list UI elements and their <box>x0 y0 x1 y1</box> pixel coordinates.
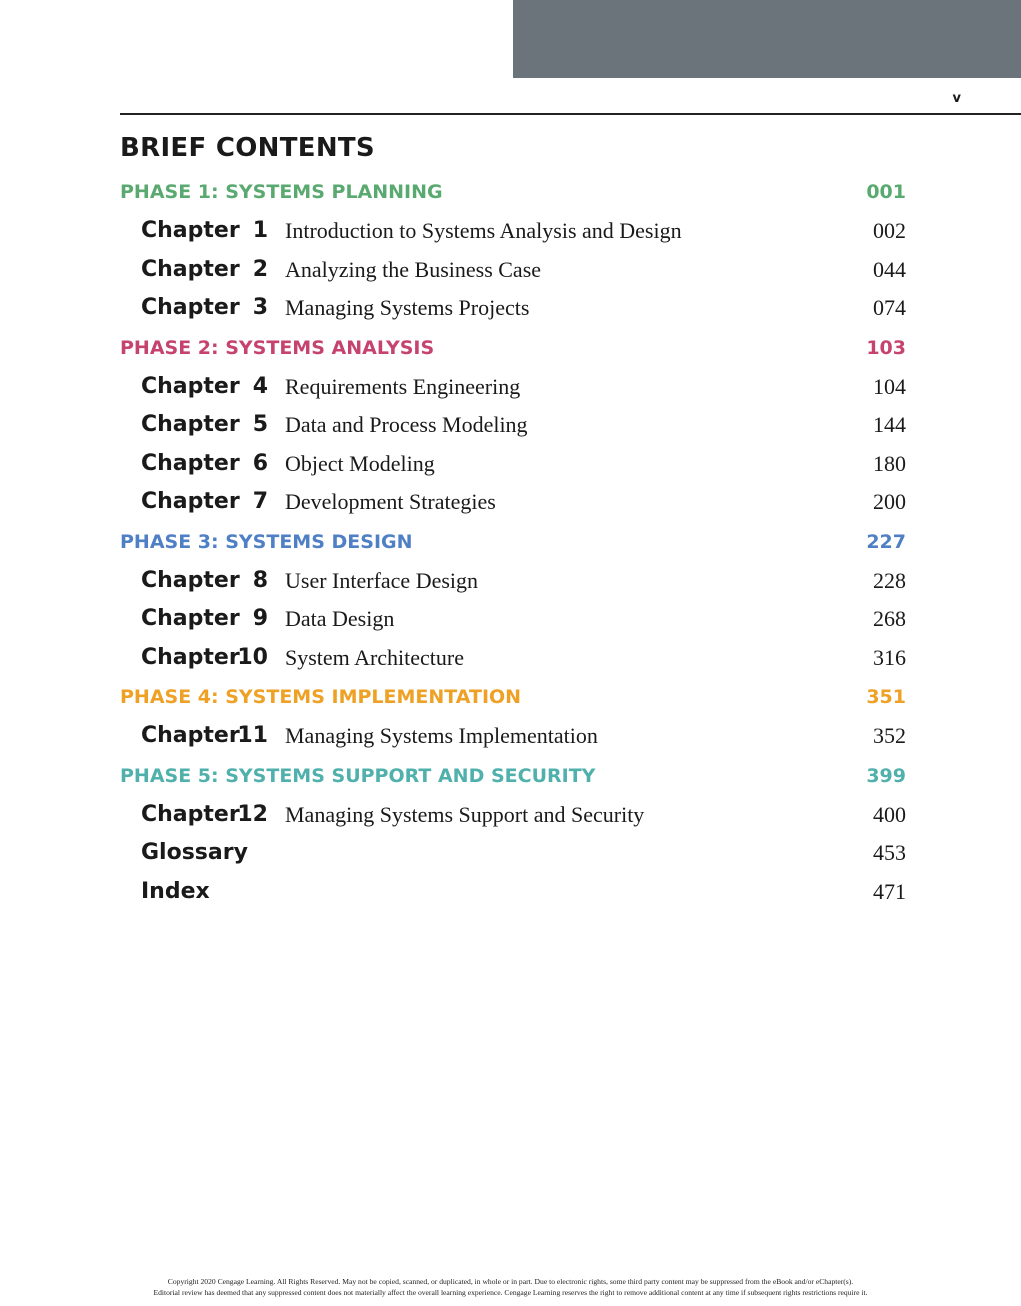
chapter-entry-7[interactable] <box>120 483 906 522</box>
phase-label: PHASE 5: SYSTEMS SUPPORT AND SECURITY <box>120 764 596 787</box>
phase-page-number: 001 <box>866 181 906 203</box>
chapter-word: Chapter <box>141 218 240 243</box>
chapter-page-number: 074 <box>873 295 906 320</box>
phase-label: PHASE 3: SYSTEMS DESIGN <box>120 530 413 553</box>
chapter-entry-2[interactable] <box>120 251 906 290</box>
copyright-footer <box>0 1276 1021 1298</box>
chapter-number: 4 <box>252 373 268 399</box>
chapter-page-number: 200 <box>873 489 906 514</box>
copyright-line-2: Editorial review has deemed that any suppressed content does not materially affect the overall learning experience. Cengage Learning reserves the right to remove additional content at any time if subsequent rights restrictions require it. <box>153 1288 868 1297</box>
phase-page-number: 227 <box>866 530 906 553</box>
phase-page-number: 351 <box>866 686 906 708</box>
phase-heading-1[interactable] <box>120 172 906 212</box>
copyright-line-1: Copyright 2020 Cengage Learning. All Rights Reserved. May not be copied, scanned, or duplicated, in whole or in part. Due to electronic rights, some third party content may be suppressed from the eBook and/or eChapter(s). <box>167 1277 854 1286</box>
back-matter-index[interactable] <box>120 873 906 912</box>
chapter-entry-12[interactable] <box>120 796 906 835</box>
chapter-entry-11[interactable] <box>120 717 906 756</box>
phase-heading-2[interactable] <box>120 328 906 368</box>
phase-heading-4[interactable] <box>120 677 906 717</box>
chapter-title: Introduction to Systems Analysis and Design <box>285 218 682 243</box>
back-matter-page-number: 453 <box>873 840 906 865</box>
chapter-number: 12 <box>237 801 268 827</box>
chapter-number: 6 <box>252 450 268 476</box>
chapter-page-number: 228 <box>873 567 906 593</box>
back-matter-label: Index <box>141 878 210 904</box>
chapter-entry-6[interactable] <box>120 445 906 484</box>
chapter-title: Managing Systems Projects <box>285 295 530 320</box>
chapter-page-number: 104 <box>873 373 906 399</box>
chapter-page-number: 002 <box>873 218 906 243</box>
page-number: v <box>952 91 961 106</box>
chapter-entry-10[interactable] <box>120 639 906 678</box>
chapter-word: Chapter <box>141 567 240 593</box>
chapter-title: System Architecture <box>285 644 465 670</box>
chapter-entry-1[interactable] <box>120 212 906 251</box>
chapter-title: Data Design <box>285 606 395 631</box>
chapter-number: 5 <box>252 412 268 437</box>
chapter-title: Managing Systems Support and Security <box>285 801 645 827</box>
chapter-word: Chapter <box>141 450 240 476</box>
chapter-number: 3 <box>252 295 268 320</box>
page-title: BRIEF CONTENTS <box>120 133 375 163</box>
chapter-page-number: 316 <box>873 644 906 670</box>
phase-page-number: 399 <box>866 764 906 787</box>
chapter-title: Object Modeling <box>285 450 435 476</box>
chapter-entry-4[interactable] <box>120 368 906 407</box>
chapter-title: User Interface Design <box>285 567 479 593</box>
chapter-page-number: 044 <box>873 256 906 282</box>
chapter-word: Chapter <box>141 412 240 437</box>
phase-label: PHASE 4: SYSTEMS IMPLEMENTATION <box>120 686 522 708</box>
phase-heading-3[interactable] <box>120 522 906 562</box>
chapter-word: Chapter <box>141 644 240 670</box>
chapter-page-number: 268 <box>873 606 906 631</box>
chapter-entry-3[interactable] <box>120 289 906 328</box>
chapter-number: 10 <box>237 644 268 670</box>
chapter-word: Chapter <box>141 373 240 399</box>
chapter-number: 7 <box>252 489 268 514</box>
phase-heading-5[interactable] <box>120 756 906 796</box>
chapter-title: Analyzing the Business Case <box>285 256 542 282</box>
table-of-contents <box>120 172 906 911</box>
phase-page-number: 103 <box>866 336 906 359</box>
chapter-title: Managing Systems Implementation <box>285 723 598 748</box>
chapter-number: 9 <box>252 606 268 631</box>
chapter-page-number: 144 <box>873 412 906 437</box>
chapter-entry-5[interactable] <box>120 406 906 445</box>
phase-label: PHASE 1: SYSTEMS PLANNING <box>120 181 443 203</box>
header-bar <box>513 0 1021 78</box>
chapter-word: Chapter <box>141 295 240 320</box>
chapter-title: Development Strategies <box>285 489 496 514</box>
back-matter-glossary[interactable] <box>120 834 906 873</box>
chapter-number: 8 <box>252 567 268 593</box>
chapter-word: Chapter <box>141 256 240 282</box>
chapter-page-number: 352 <box>873 723 906 748</box>
back-matter-page-number: 471 <box>873 878 906 904</box>
chapter-entry-9[interactable] <box>120 600 906 639</box>
chapter-word: Chapter <box>141 801 240 827</box>
chapter-word: Chapter <box>141 723 240 748</box>
back-matter-label: Glossary <box>141 840 248 865</box>
chapter-number: 1 <box>252 218 268 243</box>
chapter-number: 2 <box>252 256 268 282</box>
phase-label: PHASE 2: SYSTEMS ANALYSIS <box>120 336 435 359</box>
chapter-title: Data and Process Modeling <box>285 412 528 437</box>
chapter-title: Requirements Engineering <box>285 373 521 399</box>
header-rule <box>120 113 1021 115</box>
chapter-entry-8[interactable] <box>120 562 906 601</box>
chapter-number: 11 <box>237 723 268 748</box>
chapter-word: Chapter <box>141 606 240 631</box>
chapter-word: Chapter <box>141 489 240 514</box>
chapter-page-number: 400 <box>873 801 906 827</box>
chapter-page-number: 180 <box>873 450 906 476</box>
